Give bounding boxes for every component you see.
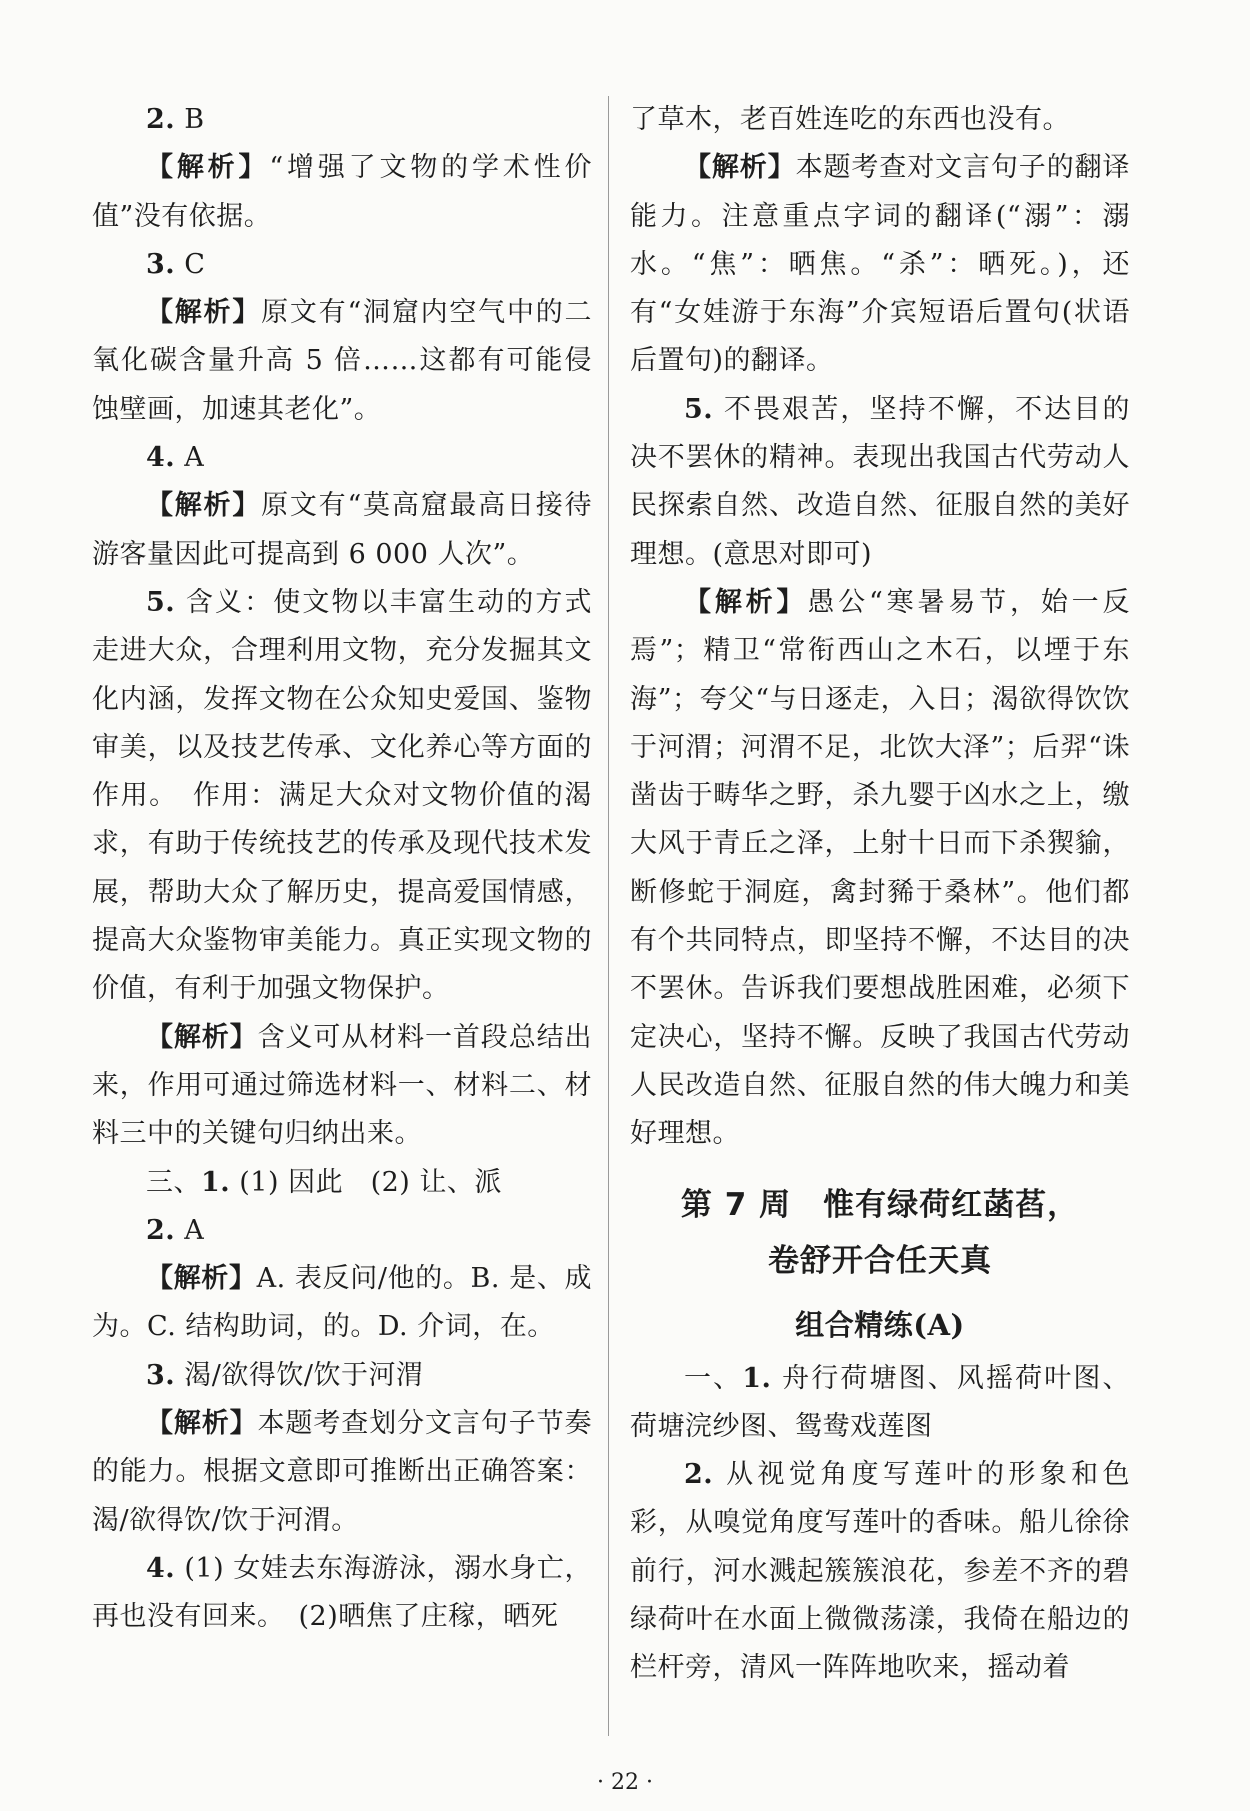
item-text: A. 表反问/他的。B. 是、成为。C. 结构助词，的。D. 介词，在。 (92, 1263, 592, 1343)
right-top-answers (630, 96, 1130, 1159)
item-number: 4. (146, 442, 176, 474)
analysis-label: 【解析】 (146, 297, 262, 329)
answer-item (92, 1159, 592, 1207)
section-prefix: 三、 (146, 1166, 201, 1198)
section-title: 组合精练(A) (795, 1307, 965, 1342)
item-number: 3. (146, 1359, 176, 1391)
analysis-label: 【解析】 (146, 490, 262, 522)
analysis-label: 【解析】 (146, 1263, 257, 1295)
right-bottom-answers (630, 1355, 1130, 1693)
week-title-line-2: 卷舒开合任天真 (768, 1242, 992, 1279)
item-text: 渴/欲得饮/饮于河渭 (175, 1359, 424, 1391)
item-number: 1. (201, 1166, 231, 1198)
item-text: 含义：使文物以丰富生动的方式走进大众，合理利用文物，充分发掘其文化内涵，发挥文物在公众知史爱国、鉴物审美，以及技艺传承、文化养心等方面的作用。 作用：满足大众对文物价值的渴求，有助于传统技艺的传承及现代技术发展，帮助大众了解历史，提高爱国情感，提高大众鉴物审美能力。真正实现文物的价值，有利于加强文物保护。 (92, 586, 592, 1005)
analysis-paragraph (92, 1255, 592, 1352)
answer-item (630, 1355, 1130, 1452)
analysis-paragraph (92, 1014, 592, 1159)
analysis-label: 【解析】 (684, 586, 808, 618)
item-text: 含义可从材料一首段总结出来，作用可通过筛选材料一、材料二、材料三中的关键句归纳出来。 (92, 1021, 593, 1150)
analysis-paragraph (630, 144, 1130, 385)
item-number: 5. (684, 393, 714, 425)
item-text: A (175, 442, 205, 474)
analysis-paragraph (92, 1400, 592, 1545)
analysis-label: 【解析】 (146, 152, 270, 184)
item-text: 本题考查划分文言句子节奏的能力。根据文意即可推断出正确答案：渴/欲得饮/饮于河渭。 (92, 1408, 593, 1536)
answer-item (630, 386, 1130, 579)
page-number: · 22 · (597, 1770, 653, 1795)
item-number: 2. (146, 104, 176, 135)
answer-item (92, 579, 592, 1014)
answer-item (92, 1352, 592, 1400)
item-text: (1) 女娃去东海游泳，溺水身亡，再也没有回来。 (2)晒焦了庄稼，晒死 (92, 1552, 592, 1633)
item-number: 5. (146, 586, 176, 618)
item-text: 本题考查对文言句子的翻译能力。注意重点字词的翻译(“溺”：溺水。“焦”：晒焦。“杀”：晒死。)，还有“女娃游于东海”介宾短语后置句(状语后置句)的翻译。 (630, 152, 1131, 377)
item-text: 了草木，老百姓连吃的东西也没有。 (630, 104, 1070, 135)
analysis-label: 【解析】 (146, 1408, 258, 1440)
answer-item (630, 96, 1130, 144)
section-prefix: 一、 (684, 1362, 743, 1394)
item-text: C (175, 248, 206, 280)
item-number: 1. (742, 1362, 772, 1394)
analysis-label: 【解析】 (684, 152, 796, 184)
analysis-paragraph (92, 482, 592, 579)
item-number: 3. (146, 248, 176, 280)
answer-item (92, 1207, 592, 1255)
item-text: B (175, 104, 205, 135)
analysis-paragraph (92, 289, 592, 434)
answer-item (630, 1451, 1130, 1692)
item-number: 2. (684, 1459, 714, 1491)
item-text: 愚公“寒暑易节，始一反焉”；精卫“常衔西山之木石，以堙于东海”；夸父“与日逐走，入日；渴欲得饮饮于河渭；河渭不足，北饮大泽”；后羿“诛凿齿于畴华之野，杀九婴于凶水之上，缴大风于青丘之泽，上射十日而下杀猰貐，断修蛇于洞庭，禽封豨于桑林”。他们都有个共同特点，即坚持不懈，不达目的决不罢休。告诉我们要想战胜困难，必须下定决心，坚持不懈。反映了我国古代劳动人民改造自然、征服自然的伟大魄力和美好理想。 (630, 586, 1130, 1150)
analysis-paragraph (92, 144, 592, 241)
answer-item (92, 1545, 592, 1642)
item-text: 原文有“莫高窟最高日接待游客量因此可提高到 6 000 人次”。 (92, 490, 592, 570)
item-text: (1) 因此 (2) 让、派 (230, 1166, 502, 1198)
item-text: 舟行荷塘图、风摇荷叶图、荷塘浣纱图、鸳鸯戏莲图 (630, 1362, 1130, 1442)
analysis-paragraph (630, 579, 1130, 1159)
answer-item (92, 96, 592, 144)
item-text: 不畏艰苦，坚持不懈，不达目的决不罢休的精神。表现出我国古代劳动人民探索自然、改造自然、征服自然的美好理想。(意思对即可) (630, 393, 1130, 570)
item-number: 4. (146, 1552, 176, 1584)
week-title-line-1: 第 7 周 惟有绿荷红菡萏， (680, 1186, 1080, 1223)
column-divider (608, 96, 609, 1736)
analysis-label: 【解析】 (146, 1021, 258, 1053)
answer-item (92, 241, 592, 289)
item-text: 从视觉角度写莲叶的形象和色彩，从嗅觉角度写莲叶的香味。船儿徐徐前行，河水溅起簇簇浪花，参差不齐的碧绿荷叶在水面上微微荡漾，我倚在船边的栏杆旁，清风一阵阵地吹来，摇动着 (630, 1459, 1130, 1684)
item-text: “增强了文物的学术性价值”没有依据。 (92, 152, 592, 232)
item-number: 2. (146, 1214, 176, 1246)
item-text: A (175, 1214, 205, 1246)
right-column (630, 96, 1130, 1693)
item-text: 原文有“洞窟内空气中的二氧化碳含量升高 5 倍……这都有可能侵蚀壁画，加速其老化”。 (92, 297, 592, 425)
left-column (92, 96, 592, 1642)
answer-item (92, 434, 592, 482)
